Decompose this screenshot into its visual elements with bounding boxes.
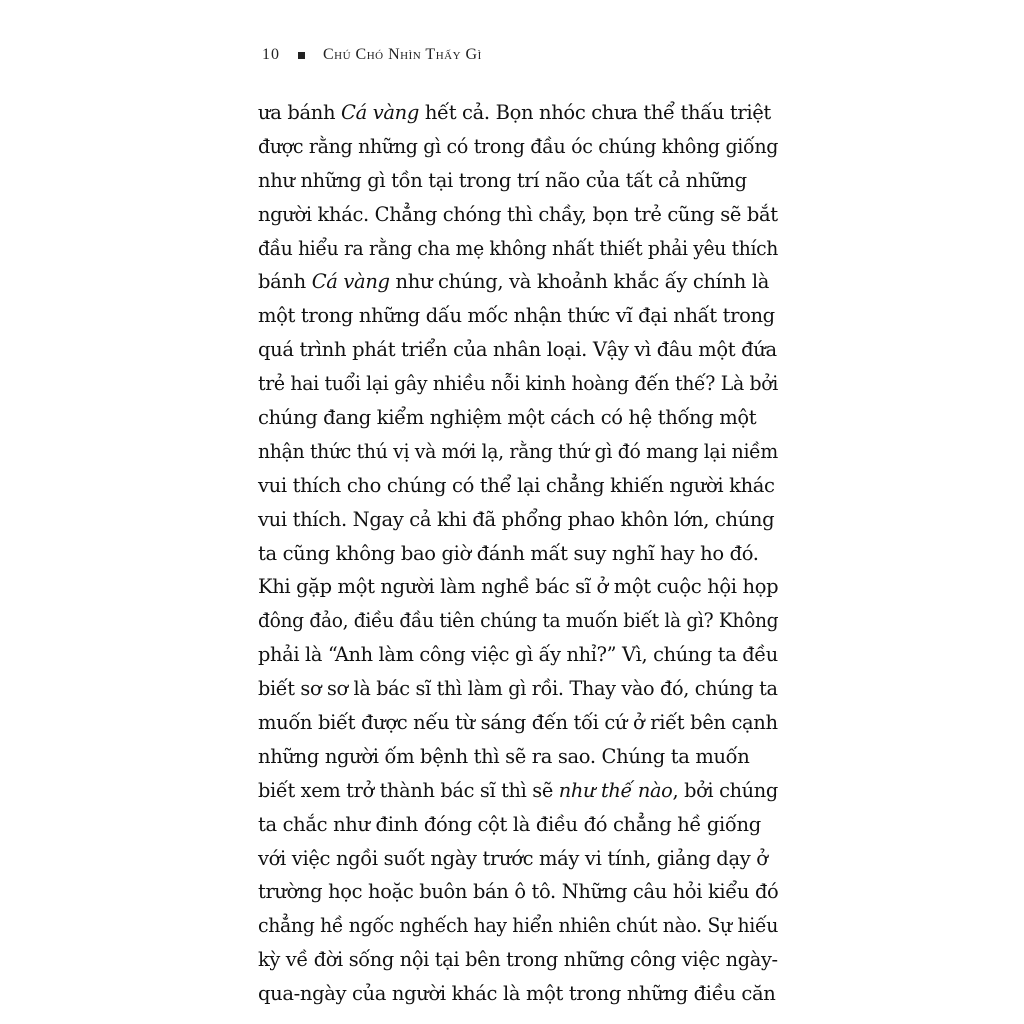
text-segment: ta cũng không bao giờ đánh mất suy nghĩ hay ho đó. bbox=[258, 541, 759, 565]
text-segment: kỳ về đời sống nội tại bên trong những công việc ngày- bbox=[258, 948, 778, 972]
text-segment: trường học hoặc buôn bán ô tô. Những câu hỏi kiểu đó bbox=[258, 880, 779, 904]
text-line bbox=[258, 604, 779, 638]
text-segment: những người ốm bệnh thì sẽ ra sao. Chúng ta muốn bbox=[258, 744, 750, 768]
text-segment: Khi gặp một người làm nghề bác sĩ ở một cuộc hội họp bbox=[258, 575, 779, 599]
italic-text: Cá vàng bbox=[341, 101, 419, 124]
text-segment: phải là “Anh làm công việc gì ấy nhỉ?” Vì, chúng ta đều bbox=[258, 643, 778, 667]
text-line bbox=[258, 469, 778, 503]
text-line bbox=[258, 909, 779, 943]
body-text bbox=[258, 96, 778, 1011]
italic-text: Cá vàng bbox=[311, 270, 390, 294]
text-segment: ưa bánh bbox=[258, 101, 342, 124]
text-line bbox=[258, 842, 778, 876]
text-segment: trẻ hai tuổi lại gây nhiều nỗi kinh hoàng đến thế? Là bởi bbox=[258, 372, 779, 396]
text-segment: đầu hiểu ra rằng cha mẹ không nhất thiết phải yêu thích bbox=[258, 236, 779, 260]
text-line bbox=[258, 537, 778, 571]
text-segment: người khác. Chẳng chóng thì chầy, bọn trẻ cũng sẽ bắt bbox=[258, 202, 778, 226]
text-segment: nhận thức thú vị và mới lạ, rằng thứ gì đó mang lại niềm bbox=[258, 439, 778, 463]
running-head bbox=[262, 46, 482, 64]
text-line bbox=[258, 333, 778, 367]
text-line bbox=[258, 774, 778, 808]
bullet-icon bbox=[298, 52, 305, 59]
page-number: 10 bbox=[262, 46, 280, 63]
text-segment: quá trình phát triển của nhân loại. Vậy vì đâu một đứa bbox=[258, 338, 777, 362]
text-segment: đông đảo, điều đầu tiên chúng ta muốn biết là gì? Không bbox=[258, 609, 779, 633]
text-line bbox=[258, 367, 779, 401]
text-segment: như chúng, và khoảnh khắc ấy chính là bbox=[389, 270, 770, 294]
text-segment: chúng đang kiểm nghiệm một cách có hệ thống một bbox=[258, 406, 757, 430]
text-segment: biết xem trở thành bác sĩ thì sẽ bbox=[258, 778, 559, 802]
text-segment: được rằng những gì có trong đầu óc chúng không giống bbox=[258, 134, 779, 158]
text-segment: vui thích. Ngay cả khi đã phổng phao khôn lớn, chúng bbox=[258, 507, 775, 531]
text-line bbox=[258, 638, 778, 672]
text-segment: , bởi chúng bbox=[672, 778, 778, 802]
text-line bbox=[258, 503, 778, 537]
text-line bbox=[258, 570, 778, 604]
text-line bbox=[258, 198, 777, 232]
text-line bbox=[258, 977, 778, 1011]
text-line bbox=[258, 164, 778, 198]
text-segment: vui thích cho chúng có thể lại chẳng khiến người khác bbox=[258, 473, 775, 497]
text-segment: bánh bbox=[258, 270, 312, 294]
text-line bbox=[258, 435, 778, 469]
text-segment: chẳng hề ngốc nghếch hay hiển nhiên chút nào. Sự hiếu bbox=[258, 914, 779, 938]
text-line bbox=[258, 740, 778, 774]
text-segment: hết cả. Bọn nhóc chưa thể thấu triệt bbox=[419, 101, 771, 124]
text-segment: muốn biết được nếu từ sáng đến tối cứ ở riết bên cạnh bbox=[258, 711, 778, 735]
text-line bbox=[258, 232, 779, 266]
text-segment: qua-ngày của người khác là một trong những điều căn bbox=[258, 982, 776, 1006]
text-line bbox=[258, 875, 777, 909]
text-segment: với việc ngồi suốt ngày trước máy vi tính, giảng dạy ở bbox=[258, 846, 768, 870]
text-line bbox=[258, 401, 778, 435]
text-line bbox=[258, 672, 778, 706]
text-line bbox=[258, 96, 778, 130]
text-segment: ta chắc như đinh đóng cột là điều đó chẳng hề giống bbox=[258, 812, 761, 836]
text-line bbox=[258, 808, 778, 842]
chapter-title: Chú Chó Nhìn Thấy Gì bbox=[323, 46, 482, 63]
text-line bbox=[258, 943, 778, 977]
text-line bbox=[258, 706, 778, 740]
text-segment: một trong những dấu mốc nhận thức vĩ đại nhất trong bbox=[258, 304, 775, 328]
text-segment: như những gì tồn tại trong trí não của tất cả những bbox=[258, 168, 747, 192]
text-line bbox=[258, 130, 779, 164]
text-line bbox=[258, 299, 778, 333]
text-segment: biết sơ sơ là bác sĩ thì làm gì rồi. Thay vào đó, chúng ta bbox=[258, 677, 778, 701]
text-line bbox=[258, 265, 778, 299]
italic-text: như thế nào bbox=[558, 778, 673, 802]
